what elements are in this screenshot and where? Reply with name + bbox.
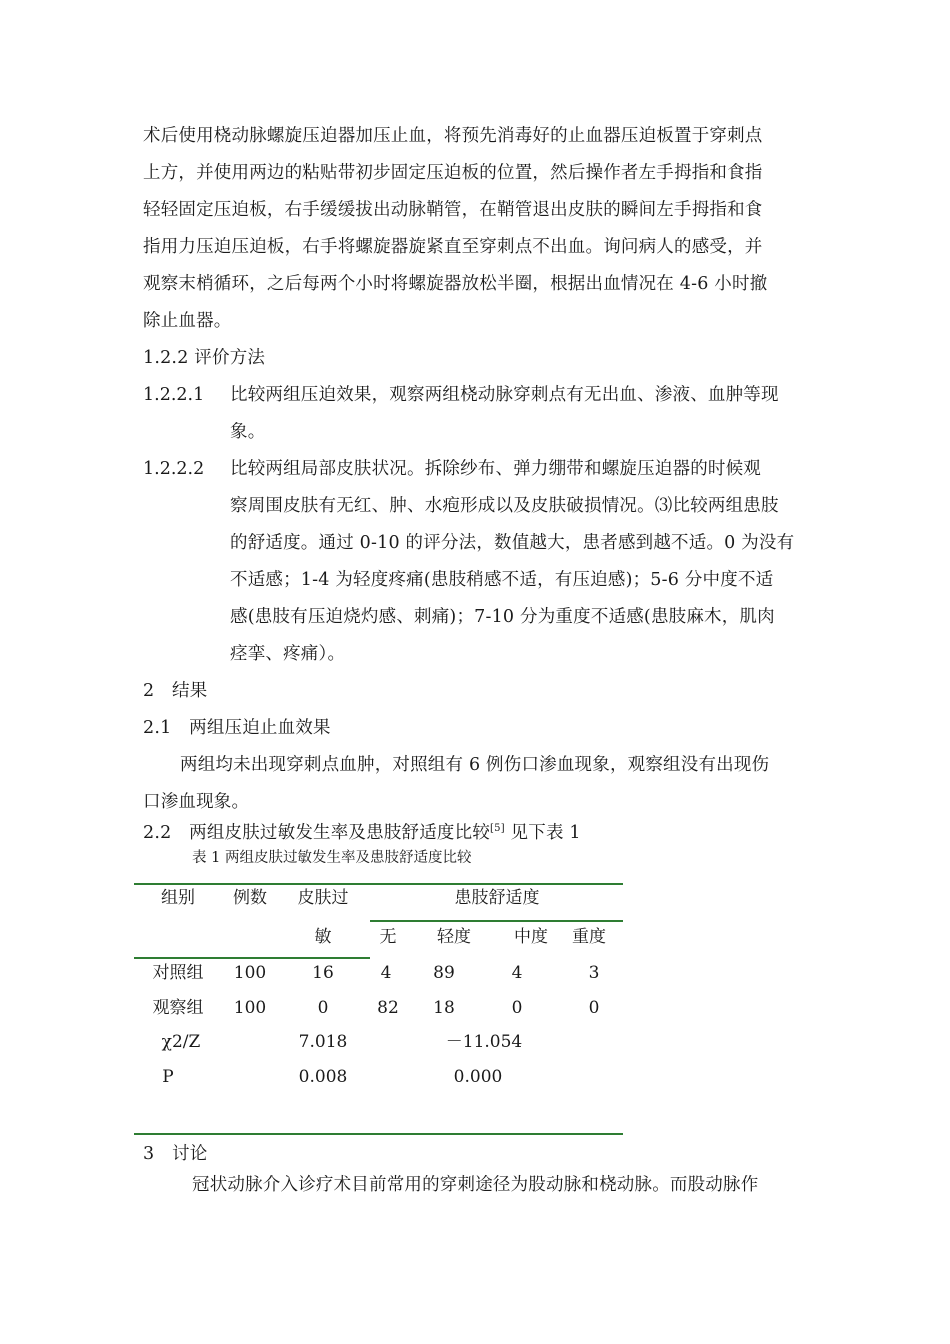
row-observation-group: 观察组	[152, 998, 204, 1018]
paragraph-line: 上方，并使用两边的粘贴带初步固定压迫板的位置，然后操作者左手拇指和食指	[143, 163, 763, 183]
paragraph-line: 冠状动脉介入诊疗术目前常用的穿刺途径为股动脉和桡动脉。而股动脉作	[192, 1175, 759, 1195]
row-control-mild: 89	[433, 963, 455, 983]
paragraph-line: 轻轻固定压迫板，右手缓缓拔出动脉鞘管，在鞘管退出皮肤的瞬间左手拇指和食	[143, 200, 763, 220]
row-control-severe: 3	[588, 963, 600, 983]
table-top-rule	[134, 883, 623, 885]
table-bottom-rule	[134, 1133, 623, 1135]
row-control-allergy: 16	[312, 963, 334, 983]
item-line: 的舒适度。通过 0-10 的评分法，数值越大，患者感到越不适。0 为没有	[230, 533, 795, 553]
header-none: 无	[379, 927, 397, 947]
table-comfort-rule	[370, 920, 623, 922]
row-control-count: 100	[233, 963, 267, 983]
row-control-none: 4	[380, 963, 392, 983]
item-line: 比较两组局部皮肤状况。拆除纱布、弹力绷带和螺旋压迫器的时候观	[230, 459, 761, 479]
row-control-moderate: 4	[511, 963, 523, 983]
header-group: 组别	[161, 888, 195, 908]
row-observation-severe: 0	[588, 998, 600, 1018]
item-line: 察周围皮肤有无红、肿、水疱形成以及皮肤破损情况。⑶比较两组患肢	[230, 496, 779, 516]
header-mild: 轻度	[437, 927, 471, 947]
row-observation-allergy: 0	[317, 998, 329, 1018]
row-observation-count: 100	[233, 998, 267, 1018]
section-heading-3: 3 讨论	[143, 1144, 208, 1164]
table-header-rule	[134, 957, 370, 959]
paragraph-line: 术后使用桡动脉螺旋压迫器加压止血，将预先消毒好的止血器压迫板置于穿刺点	[143, 126, 763, 146]
stat-label-chi: χ2/Z	[161, 1032, 201, 1052]
stat-chi-allergy: 7.018	[298, 1032, 348, 1052]
paragraph-line: 口渗血现象。	[143, 792, 250, 812]
header-allergy: 皮肤过	[297, 888, 349, 908]
header-severe: 重度	[572, 927, 606, 947]
stat-p-comfort: 0.000	[453, 1067, 503, 1087]
header-comfort: 患肢舒适度	[454, 888, 540, 908]
header-allergy-cont: 敏	[314, 927, 332, 947]
header-count: 例数	[233, 888, 267, 908]
paragraph-line: 观察末梢循环，之后每两个小时将螺旋器放松半圈，根据出血情况在 4-6 小时撤	[143, 274, 768, 294]
table-reference-text: 见下表 1	[504, 823, 581, 843]
item-number-1-2-2-1: 1.2.2.1	[143, 385, 205, 405]
paragraph-line: 两组均未出现穿刺点血肿，对照组有 6 例伤口渗血现象，观察组没有出现伤	[180, 755, 770, 775]
row-control-group: 对照组	[152, 963, 204, 983]
stat-p-allergy: 0.008	[298, 1067, 348, 1087]
row-observation-none: 82	[377, 998, 399, 1018]
row-observation-moderate: 0	[511, 998, 523, 1018]
paragraph-line: 除止血器。	[143, 311, 232, 331]
section-heading-1-2-2: 1.2.2 评价方法	[143, 348, 266, 368]
section-heading-2: 2 结果	[143, 681, 208, 701]
section-heading-2-2-text: 2.2 两组皮肤过敏发生率及患肢舒适度比较	[143, 823, 491, 843]
section-heading-2-1: 2.1 两组压迫止血效果	[143, 718, 331, 738]
reference-mark: [5]	[490, 823, 505, 834]
item-number-1-2-2-2: 1.2.2.2	[143, 459, 205, 479]
item-line: 不适感；1-4 为轻度疼痛(患肢稍感不适，有压迫感)；5-6 分中度不适	[230, 570, 774, 590]
item-line: 象。	[230, 422, 266, 442]
stat-chi-comfort: －11.054	[445, 1032, 523, 1052]
item-line: 感(患肢有压迫烧灼感、刺痛)；7-10 分为重度不适感(患肢麻木，肌肉	[230, 607, 775, 627]
table-caption: 表 1 两组皮肤过敏发生率及患肢舒适度比较	[192, 850, 472, 866]
row-observation-mild: 18	[433, 998, 455, 1018]
item-line: 痉挛、疼痛）。	[230, 644, 346, 664]
paragraph-line: 指用力压迫压迫板，右手将螺旋器旋紧直至穿刺点不出血。询问病人的感受，并	[143, 237, 763, 257]
stat-label-p: P	[162, 1067, 174, 1087]
item-line: 比较两组压迫效果，观察两组桡动脉穿刺点有无出血、渗液、血肿等现	[230, 385, 779, 405]
header-moderate: 中度	[514, 927, 548, 947]
